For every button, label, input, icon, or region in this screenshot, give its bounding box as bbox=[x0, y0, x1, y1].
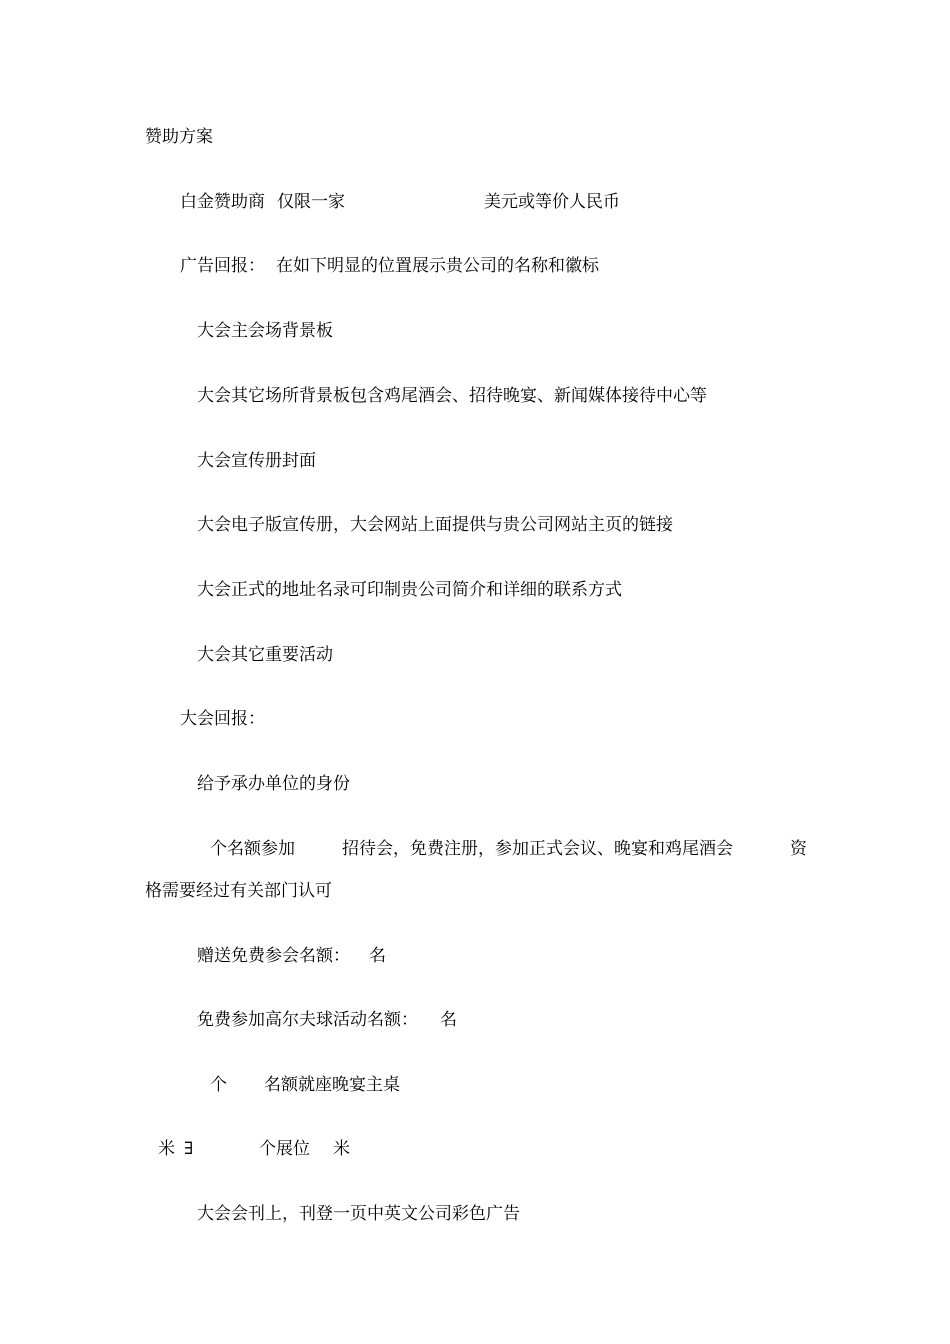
document-title: 赞助方案 bbox=[145, 127, 213, 147]
booth-part3: 个展位 bbox=[259, 1139, 310, 1159]
head-table-text: 名额就座晚宴主桌 bbox=[264, 1075, 400, 1095]
organizer-status: 给予承办单位的身份 bbox=[197, 774, 350, 794]
ad-return-item: 大会电子版宣传册，大会网站上面提供与贵公司网站主页的链接 bbox=[197, 515, 673, 535]
ad-return-label: 广告回报： bbox=[180, 256, 265, 276]
ad-return-item: 大会主会场背景板 bbox=[197, 321, 333, 341]
golf-label: 免费参加高尔夫球活动名额： bbox=[197, 1010, 418, 1030]
quota-line-part1: 个名额参加 bbox=[210, 839, 295, 859]
booth-part1: 米 bbox=[158, 1139, 175, 1159]
journal-ad: 大会会刊上，刊登一页中英文公司彩色广告 bbox=[197, 1204, 520, 1224]
ad-return-item: 大会宣传册封面 bbox=[197, 451, 316, 471]
golf-unit: 名 bbox=[440, 1010, 457, 1030]
conference-return-label: 大会回报： bbox=[180, 709, 265, 729]
ad-return-intro: 在如下明显的位置展示贵公司的名称和徽标 bbox=[276, 256, 599, 276]
tier-limit: 仅限一家 bbox=[277, 192, 345, 212]
ad-return-item: 大会其它重要活动 bbox=[197, 645, 333, 665]
booth-part2: ∃ bbox=[184, 1139, 194, 1159]
booth-part4: 米 bbox=[333, 1139, 350, 1159]
quota-line-part2: 招待会，免费注册，参加正式会议、晚宴和鸡尾酒会 bbox=[342, 839, 733, 859]
free-pass-unit: 名 bbox=[369, 946, 386, 966]
tier-currency: 美元或等价人民币 bbox=[484, 192, 620, 212]
head-table-unit: 个 bbox=[210, 1075, 227, 1095]
quota-line-continuation: 格需要经过有关部门认可 bbox=[145, 881, 332, 901]
tier-name: 白金赞助商 bbox=[180, 192, 265, 212]
ad-return-item: 大会正式的地址名录可印制贵公司简介和详细的联系方式 bbox=[197, 580, 622, 600]
ad-return-item: 大会其它场所背景板包含鸡尾酒会、招待晚宴、新闻媒体接待中心等 bbox=[197, 386, 707, 406]
quota-line-part3: 资 bbox=[790, 839, 807, 859]
free-pass-label: 赠送免费参会名额： bbox=[197, 946, 350, 966]
